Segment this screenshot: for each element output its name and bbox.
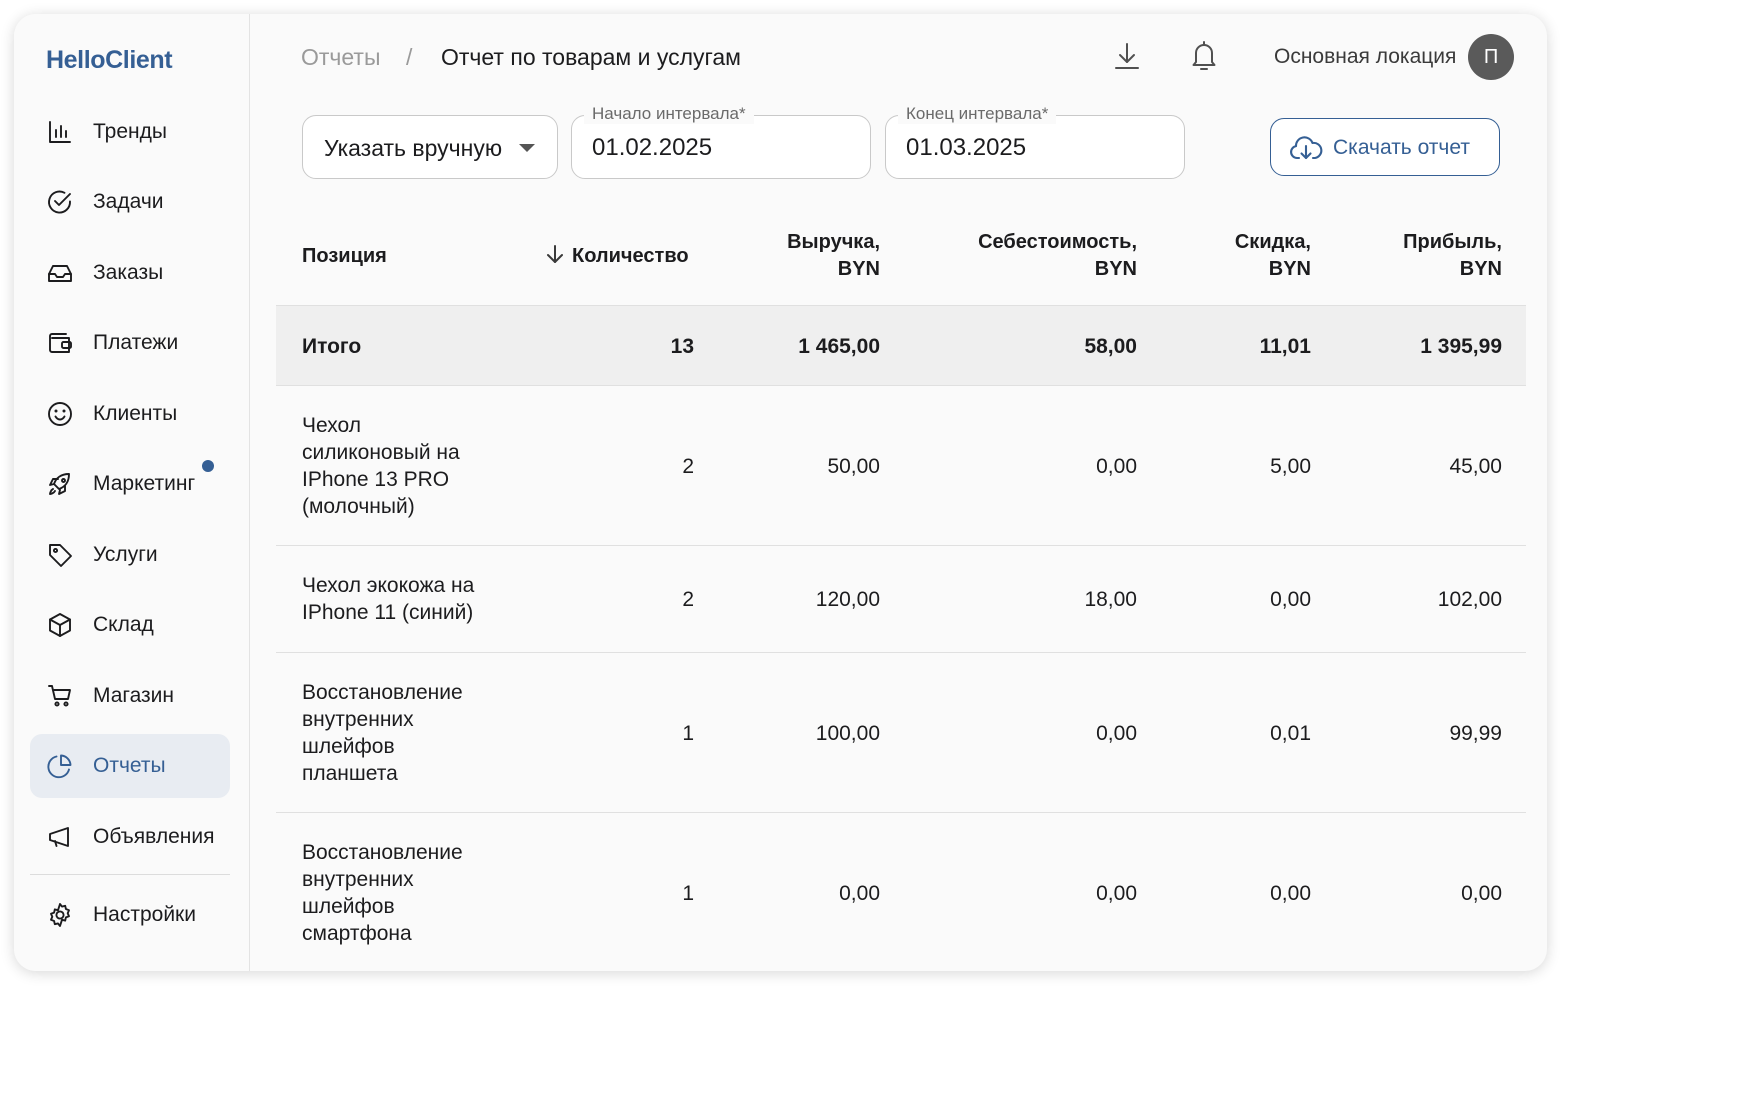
table-row-total (276, 306, 1526, 386)
cell-profit: 102,00 (1437, 588, 1502, 611)
sidebar-item-tasks[interactable] (30, 170, 230, 234)
sidebar-item-reports[interactable] (30, 734, 230, 798)
chevron-down-icon (519, 144, 535, 152)
report-table (276, 209, 1526, 971)
cell-profit: 1 395,99 (1420, 335, 1502, 358)
cell-cost: 0,00 (1096, 882, 1137, 905)
megaphone-icon (46, 823, 74, 851)
cell-name: Восстановление внутренних шлейфов смартфона (302, 841, 463, 945)
table-row[interactable] (276, 386, 1526, 546)
table-row[interactable] (276, 546, 1526, 653)
sidebar-divider (30, 874, 230, 875)
sidebar-item-label: Настройки (93, 903, 196, 926)
sidebar-item-label: Маркетинг (93, 472, 196, 495)
cell-quantity: 1 (682, 882, 694, 905)
box-icon (46, 611, 74, 639)
wallet-icon (46, 329, 74, 357)
pie-chart-icon (46, 752, 74, 780)
breadcrumb-separator: / (406, 44, 413, 70)
app-logo[interactable]: HelloClient (46, 46, 173, 74)
sidebar-item-settings[interactable] (30, 883, 230, 947)
column-header-profit[interactable]: Прибыль, BYN (1403, 231, 1502, 280)
download-report-label: Скачать отчет (1333, 136, 1470, 159)
sidebar-item-label: Клиенты (93, 402, 178, 425)
cell-name: Чехол силиконовый на IPhone 13 PRO (молочный) (302, 414, 460, 518)
cloud-download-icon (1289, 134, 1323, 162)
breadcrumb-parent[interactable]: Отчеты (301, 44, 381, 70)
location-selector[interactable]: Основная локация (1274, 45, 1457, 68)
cell-discount: 0,00 (1270, 882, 1311, 905)
avatar[interactable]: П (1468, 34, 1514, 80)
cell-cost: 0,00 (1096, 722, 1137, 745)
cell-quantity: 1 (682, 722, 694, 745)
cell-quantity: 2 (682, 455, 694, 478)
period-select-value: Указать вручную (324, 135, 503, 161)
rocket-icon (46, 470, 74, 498)
interval-start-field[interactable] (571, 104, 871, 179)
cell-cost: 18,00 (1084, 588, 1137, 611)
inbox-icon (46, 259, 74, 287)
sidebar-item-label: Объявления (93, 825, 215, 848)
sidebar-item-label: Заказы (93, 261, 164, 284)
column-header-discount[interactable]: Скидка, BYN (1234, 231, 1311, 280)
sidebar-item-label: Отчеты (93, 754, 166, 777)
field-label: Начало интервала* (584, 104, 754, 124)
sidebar-item-label: Задачи (93, 190, 164, 213)
interval-start-input[interactable] (592, 134, 852, 162)
cell-quantity: 2 (682, 588, 694, 611)
notification-dot (202, 460, 214, 472)
sidebar-item-clients[interactable] (30, 382, 230, 446)
cell-cost: 0,00 (1096, 455, 1137, 478)
column-header-cost[interactable]: Себестоимость, BYN (978, 231, 1137, 280)
cell-profit: 45,00 (1449, 455, 1502, 478)
interval-end-field[interactable] (885, 104, 1185, 179)
field-label: Конец интервала* (898, 104, 1056, 124)
download-report-button[interactable] (1270, 118, 1500, 176)
cell-name: Итого (302, 335, 362, 358)
sidebar-item-orders[interactable] (30, 241, 230, 305)
cell-revenue: 1 465,00 (798, 335, 880, 358)
cell-revenue: 50,00 (827, 455, 880, 478)
cart-icon (46, 682, 74, 710)
cell-revenue: 100,00 (815, 722, 880, 745)
gear-icon (46, 901, 74, 929)
cell-discount: 0,00 (1270, 588, 1311, 611)
cell-revenue: 120,00 (815, 588, 880, 611)
column-header-position[interactable]: Позиция (302, 245, 387, 267)
sidebar-item-label: Услуги (93, 543, 158, 566)
sidebar-item-announcements[interactable] (30, 805, 230, 869)
sidebar-item-label: Платежи (93, 331, 179, 354)
cell-profit: 99,99 (1449, 722, 1502, 745)
sidebar-item-services[interactable] (30, 523, 230, 587)
check-circle-icon (46, 188, 74, 216)
table-row[interactable] (276, 653, 1526, 813)
sidebar-item-label: Склад (93, 613, 154, 636)
sort-arrow-down-icon (544, 243, 566, 265)
sidebar-item-warehouse[interactable] (30, 593, 230, 657)
sidebar-item-trends[interactable] (30, 100, 230, 164)
page-title: Отчет по товарам и услугам (441, 44, 741, 70)
cell-name: Чехол экокожа на IPhone 11 (синий) (302, 574, 475, 624)
table-header (276, 209, 1526, 306)
download-icon[interactable] (1110, 38, 1144, 74)
column-header-revenue[interactable]: Выручка, BYN (787, 231, 880, 280)
cell-quantity: 13 (670, 335, 694, 358)
bell-icon[interactable] (1187, 38, 1221, 74)
cell-cost: 58,00 (1084, 335, 1137, 358)
sidebar-item-marketing[interactable] (30, 452, 230, 516)
cell-revenue: 0,00 (839, 882, 880, 905)
sidebar-item-shop[interactable] (30, 664, 230, 728)
tag-icon (46, 541, 74, 569)
cell-discount: 0,01 (1270, 722, 1311, 745)
cell-name: Восстановление внутренних шлейфов планшета (302, 681, 463, 785)
period-select[interactable] (302, 115, 558, 179)
chart-bars-icon (46, 118, 74, 146)
sidebar (14, 14, 250, 971)
app-window (14, 14, 1547, 971)
smile-icon (46, 400, 74, 428)
cell-profit: 0,00 (1461, 882, 1502, 905)
sidebar-item-label: Тренды (93, 120, 167, 143)
sidebar-item-payments[interactable] (30, 311, 230, 375)
cell-discount: 11,01 (1259, 335, 1311, 358)
column-header-quantity[interactable]: Количество (544, 243, 689, 270)
table-row[interactable] (276, 813, 1526, 971)
cell-discount: 5,00 (1270, 455, 1311, 478)
interval-end-input[interactable] (906, 134, 1166, 162)
sidebar-item-label: Магазин (93, 684, 175, 707)
